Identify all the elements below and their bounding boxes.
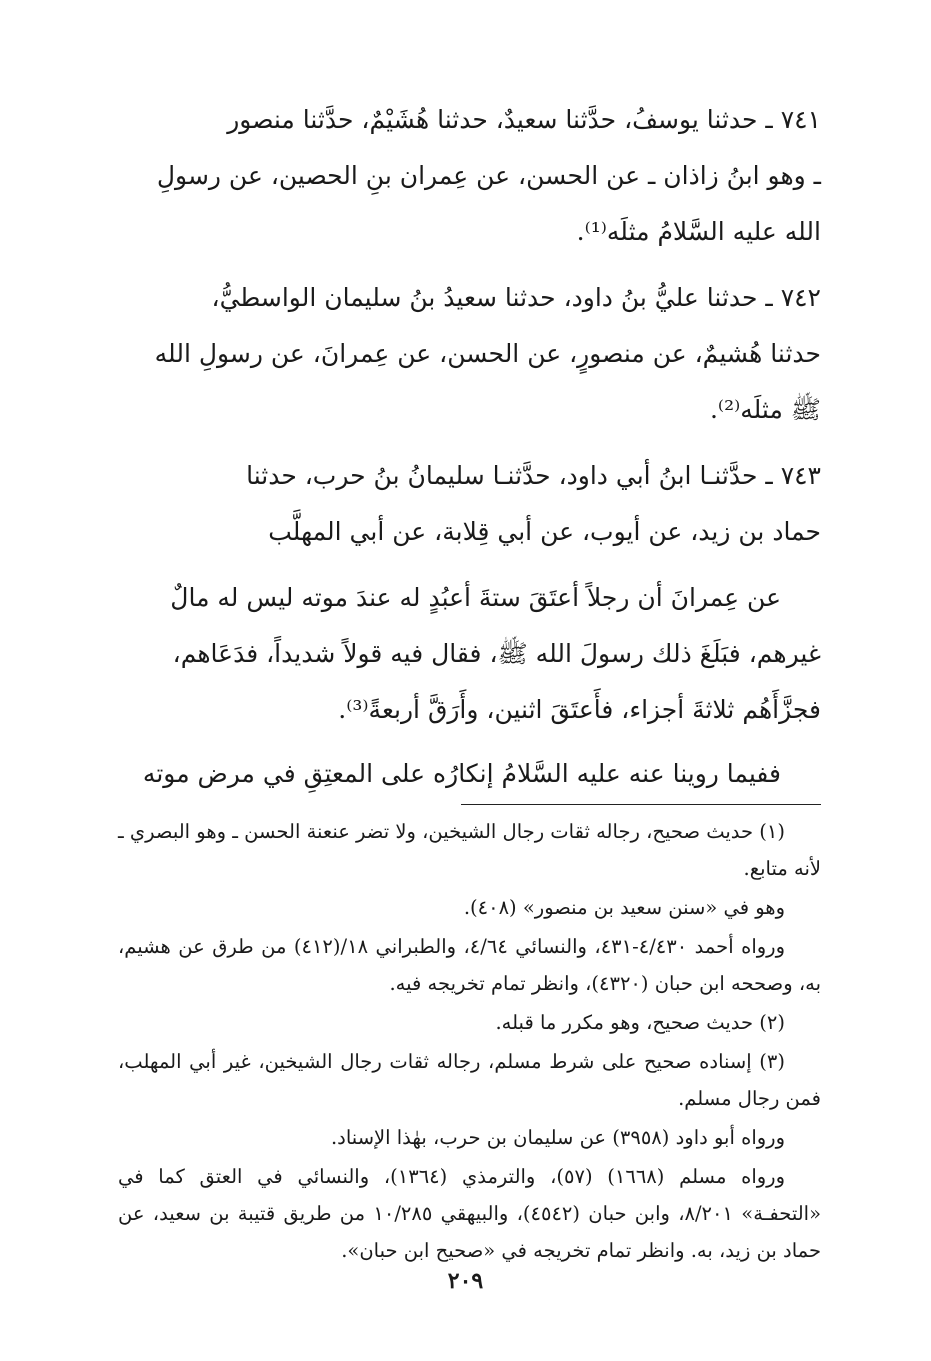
footnote: (٣) إسناده صحيح على شرط مسلم، رجاله ثقات رجال الشيخين، غير أبي المهلب، فمن رجال مسلم. [118, 1050, 821, 1110]
hadith-line: حدثنا هُشيمٌ، عن منصورٍ، عن الحسن، عن عِمرانَ، عن رسولِ الله [154, 339, 821, 368]
body-line: عن عِمرانَ أن رجلاً أعتَقَ ستةَ أعبُدٍ له عندَ موته ليس له مالٌ [170, 583, 781, 612]
hadith-line: حماد بن زيد، عن أيوب، عن أبي قِلابة، عن أبي المهلَّب [268, 517, 821, 546]
hadith-line: ٧٤٣ ـ حدَّثنـا ابنُ أبي داود، حدَّثنـا سليمانُ بنُ حرب، حدثنا [246, 461, 821, 490]
body-paragraph [118, 570, 821, 738]
hadith-line: الله عليه السَّلامُ مثلَه⁽¹⁾. [576, 217, 821, 246]
body-line: فجزَّأَهُم ثلاثةَ أجزاء، فأَعتَقَ اثنين، وأَرَقَّ أربعةً⁽³⁾. [338, 695, 821, 724]
hadith-line: ٧٤١ ـ حدثنا يوسفُ، حدَّثنا سعيدٌ، حدثنا هُشَيْمٌ، حدَّثنا منصور [227, 105, 821, 134]
page-number: ٢٠٩ [447, 1268, 484, 1294]
footnote: ورواه أحمد ٤/٤٣٠-٤٣١، والنسائي ٤/٦٤، والطبراني ١٨/(٤١٢) من طرق عن هشيم، به، وصححه ابن حبان (٤٣٢٠)، وانظر تمام تخريجه فيه. [118, 935, 821, 995]
footnote: (١) حديث صحيح، رجاله ثقات رجال الشيخين، ولا تضر عنعنة الحسن ـ وهو البصري ـ لأنه متابع. [118, 820, 821, 880]
body-line: غيرهم، فبَلَغَ ذلك رسولَ الله ﷺ، فقال فيه قولاً شديداً، فدَعَاهم، [172, 639, 821, 668]
footnote: ورواه أبو داود (٣٩٥٨) عن سليمان بن حرب، بهٰذا الإسناد. [330, 1126, 785, 1149]
hadith-743 [118, 448, 821, 560]
body-paragraph [118, 746, 821, 802]
body-line: ففيما روينا عنه عليه السَّلامُ إنكارُه على المعتِقِ في مرض موته [142, 759, 781, 788]
hadith-line: ٧٤٢ ـ حدثنا عليُّ بنُ داود، حدثنا سعيدُ بنُ سليمان الواسطيُّ، [211, 283, 821, 312]
hadith-line: ﷺ مثلَه⁽²⁾. [709, 395, 821, 424]
footnotes [118, 813, 821, 1269]
hadith-742 [118, 270, 821, 438]
body-text [118, 570, 821, 802]
footnote-divider [461, 804, 821, 805]
hadith-line: ـ وهو ابنُ زاذان ـ عن الحسن، عن عِمران بنِ الحصين، عن رسولِ [156, 161, 821, 190]
hadith-741 [118, 92, 821, 260]
footnote: (٢) حديث صحيح، وهو مكرر ما قبله. [495, 1011, 785, 1034]
footnote: وهو في «سنن سعيد بن منصور» (٤٠٨). [463, 896, 785, 919]
footnote: ورواه مسلم (١٦٦٨) (٥٧)، والترمذي (١٣٦٤)، والنسائي في العتق كما في «التحفـة» ٨/٢٠١، وابن حبان (٤٥٤٢)، والبيهقي ١٠/٢٨٥ من طريق قتيبة بن سعيد، عن حماد بن زيد، به. وانظر تمام تخريجه في «صحيح ابن حبان». [118, 1165, 822, 1262]
